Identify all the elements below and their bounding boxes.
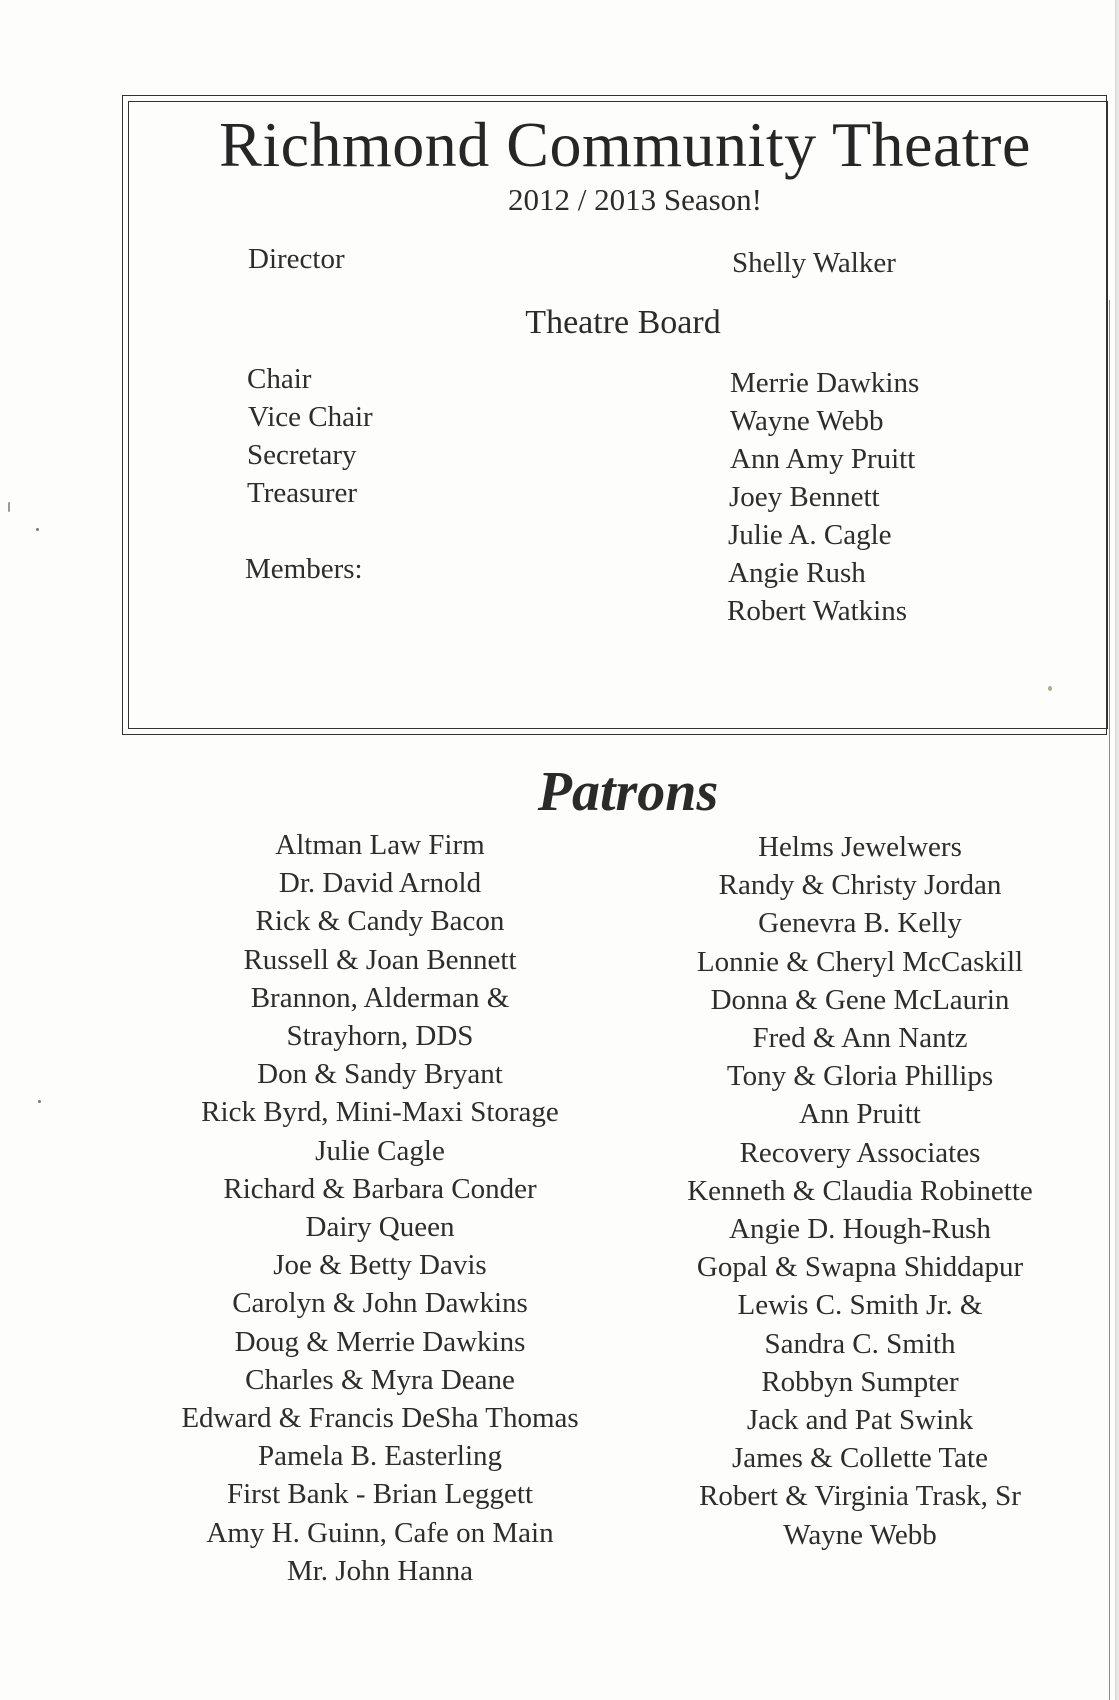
- patron-entry: First Bank - Brian Leggett: [226, 1478, 534, 1511]
- patron-entry: Joe & Betty Davis: [273, 1249, 487, 1282]
- patron-entry: Robert & Virginia Trask, Sr: [699, 1480, 1021, 1513]
- board-role-name: Wayne Webb: [730, 405, 884, 437]
- patrons-heading: Patrons: [537, 761, 719, 823]
- board-role-name: Merrie Dawkins: [730, 367, 920, 399]
- members-label: Members:: [245, 553, 363, 585]
- patron-entry: Lewis C. Smith Jr. &: [737, 1289, 983, 1322]
- patron-entry: Rick & Candy Bacon: [255, 905, 505, 938]
- patron-entry: Edward & Francis DeSha Thomas: [181, 1402, 579, 1435]
- patron-entry: Charles & Myra Deane: [245, 1363, 515, 1396]
- patron-entry: Donna & Gene McLaurin: [710, 983, 1010, 1016]
- board-member-name: Angie Rush: [728, 557, 866, 589]
- patrons-right-column: [640, 828, 1080, 1554]
- board-member-name: Julie A. Cagle: [728, 519, 892, 551]
- patron-entry: Don & Sandy Bryant: [257, 1058, 503, 1091]
- patron-entry: Angie D. Hough-Rush: [729, 1213, 991, 1246]
- patron-entry: Ann Pruitt: [799, 1098, 921, 1131]
- patron-entry: Doug & Merrie Dawkins: [234, 1325, 526, 1358]
- patron-entry: Robbyn Sumpter: [761, 1365, 959, 1398]
- patron-entry: Amy H. Guinn, Cafe on Main: [206, 1516, 554, 1549]
- patron-entry: Brannon, Alderman &: [250, 981, 510, 1014]
- board-heading: Theatre Board: [525, 304, 721, 341]
- patron-entry: James & Collette Tate: [732, 1442, 988, 1475]
- patron-entry: Genevra B. Kelly: [758, 907, 962, 940]
- patron-entry: Gopal & Swapna Shiddapur: [696, 1251, 1024, 1284]
- director-label: Director: [248, 243, 345, 275]
- patron-entry: Lonnie & Cheryl McCaskill: [696, 945, 1024, 978]
- patron-entry: Carolyn & John Dawkins: [232, 1287, 528, 1320]
- scan-speck: [1048, 686, 1052, 691]
- patron-entry: Rick Byrd, Mini-Maxi Storage: [201, 1096, 559, 1129]
- patron-entry: Recovery Associates: [739, 1136, 981, 1169]
- board-role-name: Joey Bennett: [729, 481, 880, 513]
- scan-speck: [8, 502, 10, 512]
- patrons-left-column: [130, 826, 630, 1590]
- scan-speck: [36, 528, 39, 531]
- patron-entry: Pamela B. Easterling: [257, 1440, 503, 1473]
- patron-entry: Fred & Ann Nantz: [752, 1022, 968, 1055]
- patron-entry: Richard & Barbara Conder: [223, 1172, 537, 1205]
- patron-entry: Dairy Queen: [305, 1211, 455, 1244]
- patron-entry: Wayne Webb: [783, 1518, 937, 1551]
- patron-entry: Helms Jewelwers: [758, 831, 962, 863]
- board-role-label: Treasurer: [247, 477, 358, 509]
- page-edge: [1115, 0, 1119, 1700]
- patron-entry: Kenneth & Claudia Robinette: [687, 1174, 1033, 1207]
- scan-speck: [38, 1100, 41, 1103]
- board-role-label: Vice Chair: [248, 401, 373, 433]
- patron-entry: Strayhorn, DDS: [286, 1020, 474, 1053]
- page-fold-line: [1109, 300, 1110, 1700]
- patron-entry: Randy & Christy Jordan: [718, 869, 1002, 902]
- patron-entry: Tony & Gloria Phillips: [726, 1060, 994, 1093]
- board-member-name: Robert Watkins: [727, 595, 907, 627]
- patron-entry: Mr. John Hanna: [286, 1554, 474, 1587]
- theatre-title: Richmond Community Theatre: [219, 109, 1031, 180]
- patron-entry: Russell & Joan Bennett: [243, 943, 517, 976]
- board-role-name: Ann Amy Pruitt: [730, 443, 916, 475]
- patron-entry: Altman Law Firm: [275, 829, 485, 861]
- board-role-label: Secretary: [247, 439, 357, 471]
- patron-entry: Dr. David Arnold: [278, 867, 482, 900]
- patron-entry: Julie Cagle: [315, 1134, 445, 1167]
- patron-entry: Jack and Pat Swink: [746, 1404, 974, 1437]
- season-subtitle: 2012 / 2013 Season!: [507, 182, 762, 217]
- director-name: Shelly Walker: [732, 247, 896, 279]
- board-role-label: Chair: [247, 363, 312, 395]
- patron-entry: Sandra C. Smith: [764, 1327, 956, 1360]
